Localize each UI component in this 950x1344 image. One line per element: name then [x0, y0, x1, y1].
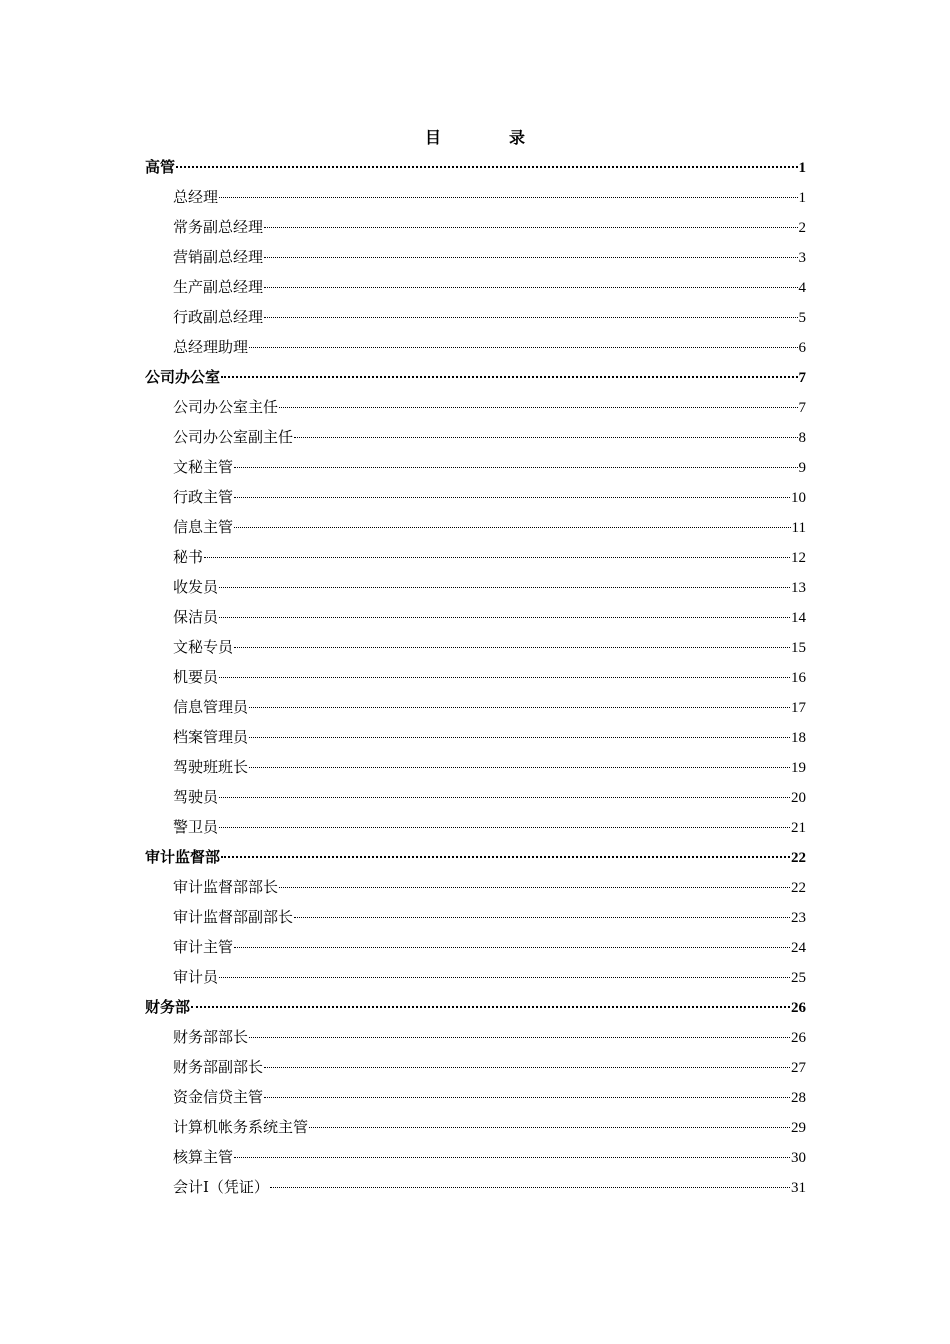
toc-entry-page-number: 18	[791, 730, 806, 746]
toc-entry-page-number: 24	[791, 940, 806, 956]
dot-leader	[219, 796, 790, 798]
toc-entry-page-number: 19	[791, 760, 806, 776]
dot-leader	[204, 556, 790, 558]
toc-entry-label: 收发员	[173, 578, 219, 596]
dot-leader	[264, 286, 797, 288]
toc-entry-page-number: 2	[798, 220, 806, 236]
toc-entry[interactable]	[145, 1142, 806, 1172]
dot-leader	[234, 646, 790, 648]
toc-entry-page-number: 15	[791, 640, 806, 656]
toc-entry-page-number: 29	[791, 1120, 806, 1136]
dot-leader	[264, 1096, 790, 1098]
toc-entry-page-number: 30	[791, 1150, 806, 1166]
toc-entry-page-number: 7	[798, 400, 806, 416]
toc-entry[interactable]	[145, 902, 806, 932]
toc-entry-label: 秘书	[173, 548, 204, 566]
toc-entry[interactable]	[145, 452, 806, 482]
toc-entry[interactable]	[145, 1022, 806, 1052]
dot-leader	[221, 375, 797, 378]
toc-entry-label: 公司办公室副主任	[173, 428, 294, 446]
toc-entry[interactable]	[145, 962, 806, 992]
dot-leader	[249, 1036, 790, 1038]
toc-entry-label: 信息主管	[173, 518, 234, 536]
toc-entry[interactable]	[145, 1052, 806, 1082]
toc-entry-page-number: 1	[798, 160, 806, 176]
toc-entry-page-number: 3	[798, 250, 806, 266]
dot-leader	[249, 736, 790, 738]
toc-entry[interactable]	[145, 302, 806, 332]
dot-leader	[219, 676, 790, 678]
toc-entry-label: 机要员	[173, 668, 219, 686]
toc-section-entry[interactable]	[145, 992, 806, 1022]
toc-entry-label: 资金信贷主管	[173, 1088, 264, 1106]
toc-entry-page-number: 7	[798, 370, 806, 386]
toc-entry[interactable]	[145, 332, 806, 362]
toc-entry-label: 警卫员	[173, 818, 219, 836]
table-of-contents	[145, 152, 806, 1202]
toc-entry-label: 生产副总经理	[173, 278, 264, 296]
toc-entry-page-number: 28	[791, 1090, 806, 1106]
toc-entry-page-number: 25	[791, 970, 806, 986]
toc-entry-label: 财务部部长	[173, 1028, 249, 1046]
toc-title: 目录	[424, 128, 593, 147]
toc-entry-page-number: 31	[791, 1180, 806, 1196]
toc-entry-page-number: 1	[798, 190, 806, 206]
toc-entry[interactable]	[145, 422, 806, 452]
toc-entry-label: 档案管理员	[173, 728, 249, 746]
toc-entry[interactable]	[145, 812, 806, 842]
toc-entry-label: 常务副总经理	[173, 218, 264, 236]
dot-leader	[294, 436, 797, 438]
toc-entry[interactable]	[145, 182, 806, 212]
toc-entry-label: 保洁员	[173, 608, 219, 626]
dot-leader	[234, 1156, 790, 1158]
toc-entry[interactable]	[145, 272, 806, 302]
toc-entry-page-number: 20	[791, 790, 806, 806]
toc-entry-label: 审计监督部部长	[173, 878, 279, 896]
toc-entry-label: 公司办公室主任	[173, 398, 279, 416]
toc-entry-label: 计算机帐务系统主管	[173, 1118, 309, 1136]
toc-entry-page-number: 14	[791, 610, 806, 626]
toc-entry[interactable]	[145, 512, 806, 542]
toc-entry-page-number: 11	[791, 520, 806, 536]
toc-entry[interactable]	[145, 1172, 806, 1202]
toc-entry-page-number: 9	[798, 460, 806, 476]
toc-entry-page-number: 23	[791, 910, 806, 926]
toc-entry-label: 财务部副部长	[173, 1058, 264, 1076]
toc-entry[interactable]	[145, 1082, 806, 1112]
toc-entry[interactable]	[145, 752, 806, 782]
toc-entry-label: 总经理助理	[173, 338, 249, 356]
toc-entry-page-number: 22	[791, 880, 806, 896]
toc-entry[interactable]	[145, 722, 806, 752]
toc-entry-label: 审计主管	[173, 938, 234, 956]
toc-section-entry[interactable]	[145, 842, 806, 872]
toc-entry[interactable]	[145, 782, 806, 812]
dot-leader	[219, 826, 790, 828]
toc-entry-label: 审计监督部	[145, 848, 221, 866]
toc-entry-page-number: 22	[791, 850, 806, 866]
toc-entry-label: 公司办公室	[145, 368, 221, 386]
toc-entry-label: 审计员	[173, 968, 219, 986]
dot-leader	[234, 466, 797, 468]
dot-leader	[249, 706, 790, 708]
toc-entry-page-number: 17	[791, 700, 806, 716]
toc-entry-label: 会计Ⅰ（凭证）	[173, 1178, 269, 1196]
toc-entry-page-number: 12	[791, 550, 806, 566]
dot-leader	[234, 946, 790, 948]
toc-entry-label: 行政副总经理	[173, 308, 264, 326]
dot-leader	[249, 346, 797, 348]
toc-entry-page-number: 13	[791, 580, 806, 596]
dot-leader	[249, 766, 790, 768]
toc-entry[interactable]	[145, 572, 806, 602]
toc-entry-page-number: 26	[791, 1000, 806, 1016]
toc-entry-page-number: 10	[791, 490, 806, 506]
dot-leader	[176, 165, 797, 168]
dot-leader	[279, 406, 797, 408]
dot-leader	[234, 496, 790, 498]
dot-leader	[264, 256, 797, 258]
dot-leader	[234, 526, 791, 528]
toc-entry-label: 驾驶班班长	[173, 758, 249, 776]
toc-entry-page-number: 21	[791, 820, 806, 836]
dot-leader	[191, 1005, 790, 1008]
dot-leader	[219, 976, 790, 978]
toc-entry[interactable]	[145, 692, 806, 722]
dot-leader	[264, 316, 797, 318]
toc-entry-label: 营销副总经理	[173, 248, 264, 266]
toc-entry-label: 驾驶员	[173, 788, 219, 806]
dot-leader	[264, 1066, 790, 1068]
dot-leader	[219, 196, 797, 198]
toc-entry-label: 高管	[145, 158, 176, 176]
toc-entry[interactable]	[145, 662, 806, 692]
toc-entry-label: 审计监督部副部长	[173, 908, 294, 926]
toc-entry-page-number: 8	[798, 430, 806, 446]
toc-entry[interactable]	[145, 542, 806, 572]
dot-leader	[309, 1126, 790, 1128]
dot-leader	[264, 226, 797, 228]
toc-entry[interactable]	[145, 1112, 806, 1142]
toc-entry-label: 行政主管	[173, 488, 234, 506]
toc-entry[interactable]	[145, 932, 806, 962]
toc-entry-label: 核算主管	[173, 1148, 234, 1166]
dot-leader	[219, 586, 790, 588]
dot-leader	[279, 886, 790, 888]
toc-entry[interactable]	[145, 392, 806, 422]
toc-entry-page-number: 26	[791, 1030, 806, 1046]
toc-entry[interactable]	[145, 602, 806, 632]
toc-entry-page-number: 4	[798, 280, 806, 296]
toc-entry-label: 文秘主管	[173, 458, 234, 476]
dot-leader	[270, 1186, 790, 1188]
toc-entry-label: 总经理	[173, 188, 219, 206]
toc-entry[interactable]	[145, 212, 806, 242]
toc-entry[interactable]	[145, 872, 806, 902]
dot-leader	[221, 855, 790, 858]
toc-entry[interactable]	[145, 242, 806, 272]
toc-entry-label: 财务部	[145, 998, 191, 1016]
dot-leader	[294, 916, 790, 918]
dot-leader	[219, 616, 790, 618]
toc-entry[interactable]	[145, 632, 806, 662]
toc-entry-label: 文秘专员	[173, 638, 234, 656]
toc-entry-page-number: 5	[798, 310, 806, 326]
toc-entry[interactable]	[145, 482, 806, 512]
toc-section-entry[interactable]	[145, 362, 806, 392]
toc-entry-label: 信息管理员	[173, 698, 249, 716]
toc-entry-page-number: 27	[791, 1060, 806, 1076]
toc-section-entry[interactable]	[145, 152, 806, 182]
toc-entry-page-number: 16	[791, 670, 806, 686]
toc-entry-page-number: 6	[798, 340, 806, 356]
